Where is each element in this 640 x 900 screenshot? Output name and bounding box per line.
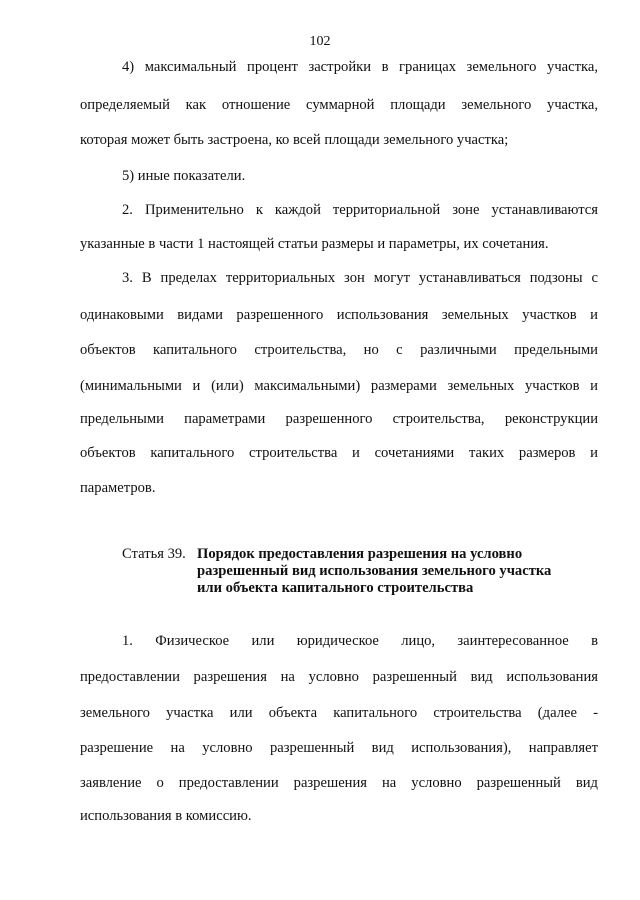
article-title-line-1: Порядок предоставления разрешения на условно	[197, 546, 523, 562]
para2-line-2: указанные в части 1 настоящей статьи размеры и параметры, их сочетания.	[80, 236, 549, 252]
para3-line-1: 3. В пределах территориальных зон могут устанавливаться подзоны с	[122, 270, 598, 286]
para2-line-1: 2. Применительно к каждой территориальной зоне устанавливаются	[122, 202, 598, 218]
article-title-line-2: разрешенный вид использования земельного участка	[197, 563, 552, 579]
item4-line-2: определяемый как отношение суммарной площади земельного участка,	[80, 97, 598, 113]
article-label: Статья 39.	[122, 546, 186, 562]
para3-line-6: объектов капитального строительства и сочетаниями таких размеров и	[80, 445, 598, 461]
item5-line: 5) иные показатели.	[122, 168, 246, 184]
para3-line-5: предельными параметрами разрешенного строительства, реконструкции	[80, 411, 598, 427]
item4-line-1: 4) максимальный процент застройки в границах земельного участка,	[122, 59, 598, 75]
para3-line-4: (минимальными и (или) максимальными) размерами земельных участков и	[80, 378, 598, 394]
art-para1-line-6: использования в комиссию.	[80, 808, 252, 824]
para3-line-3: объектов капитального строительства, но с различными предельными	[80, 342, 598, 358]
article-title	[197, 546, 551, 597]
art-para1-line-4: разрешение на условно разрешенный вид использования), направляет	[80, 740, 598, 756]
page-number: 102	[309, 34, 331, 49]
art-para1-line-1: 1. Физическое или юридическое лицо, заинтересованное в	[122, 633, 598, 649]
art-para1-line-5: заявление о предоставлении разрешения на условно разрешенный вид	[80, 775, 598, 791]
article-title-line-3: или объекта капитального строительства	[197, 580, 474, 596]
art-para1-line-2: предоставлении разрешения на условно разрешенный вид использования	[80, 669, 598, 685]
art-para1-line-3: земельного участка или объекта капитального строительства (далее -	[80, 705, 598, 721]
item4-line-3: которая может быть застроена, ко всей площади земельного участка;	[80, 132, 509, 148]
para3-line-7: параметров.	[80, 480, 156, 496]
para3-line-2: одинаковыми видами разрешенного использования земельных участков и	[80, 307, 598, 323]
